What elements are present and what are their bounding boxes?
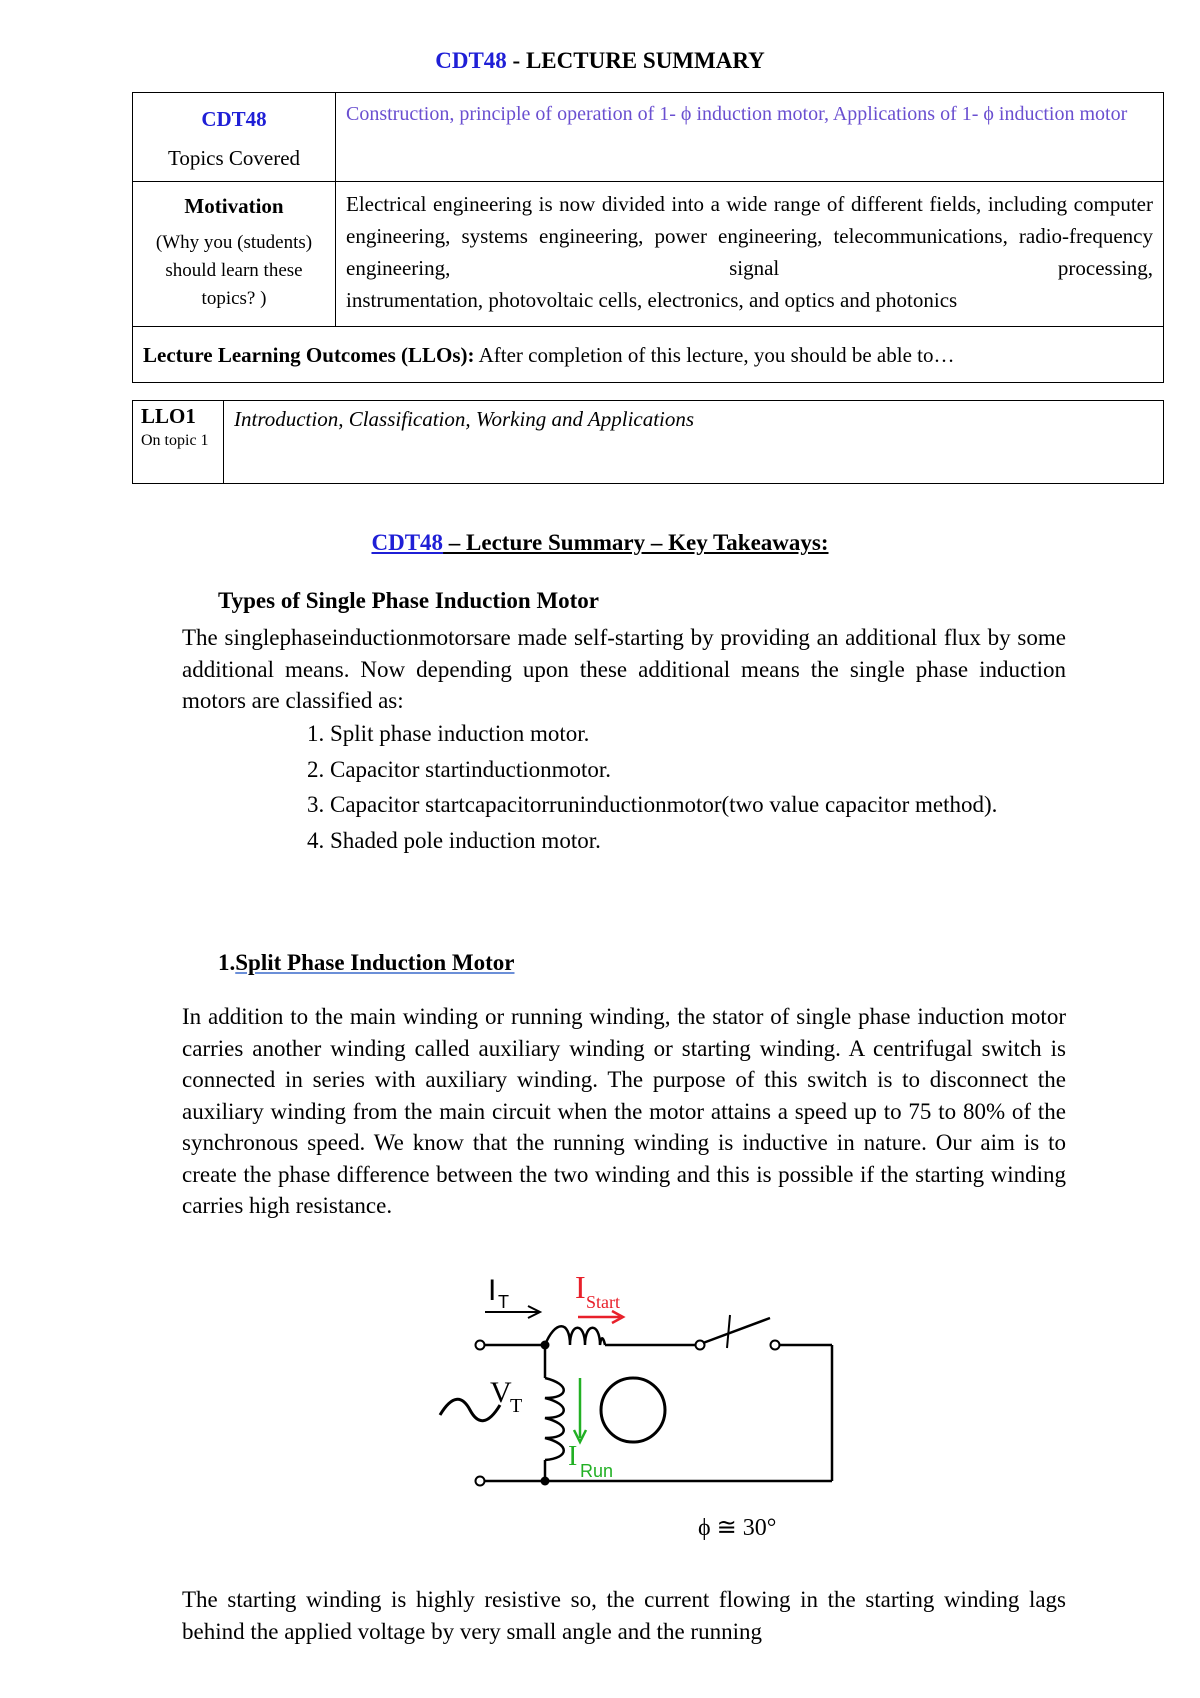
takeaways-rest: – Lecture Summary – Key Takeaways: <box>443 530 829 555</box>
page-title-rest: - LECTURE SUMMARY <box>506 48 765 73</box>
topics-text: Construction, principle of operation of 1- ϕ induction motor, Applications of 1- ϕ induction motor <box>346 103 1128 125</box>
takeaways-heading <box>0 530 1200 556</box>
it-label: I <box>488 1274 497 1307</box>
types-heading: Types of Single Phase Induction Motor <box>218 588 600 613</box>
page-title-code: CDT48 <box>435 48 507 73</box>
llo1-sub: On topic 1 <box>141 432 209 449</box>
types-list <box>290 718 1106 860</box>
split-number: 1. <box>218 950 236 975</box>
vt-label: V <box>490 1376 512 1409</box>
llo-label: Lecture Learning Outcomes (LLOs): <box>143 343 475 367</box>
motivation-sub: (Why you (students) should learn these topics? ) <box>155 232 313 309</box>
llo1-code: LLO1 <box>141 404 196 428</box>
centrifugal-switch-icon <box>727 1315 730 1348</box>
motivation-cell <box>336 182 1164 327</box>
page-title <box>0 48 1200 74</box>
llo1-row <box>133 401 1164 484</box>
split-paragraph: In addition to the main winding or running winding, the stator of single phase induction motor carries another winding called auxiliary winding or starting winding. A centrifugal switch is connected in series with auxiliary winding. The purpose of this switch is to disconnect the auxiliary winding from the main circuit when the motor attains a speed up to 75 to 80% of the synchronous speed. We know that the running winding is inductive in nature. Our aim is to create the phase difference between the two winding and this is possible if the starting winding carries high resistance. <box>182 1004 1066 1218</box>
irun-label: I <box>568 1441 578 1472</box>
junction-bottom <box>541 1477 550 1486</box>
types-item: 3. Capacitor startcapacitorruninductionmotor(two value capacitor method). <box>330 789 1106 821</box>
llo-header-row <box>133 327 1164 383</box>
llo1-label-cell <box>133 401 224 484</box>
vt-sub: T <box>510 1395 523 1417</box>
motor-rotor-icon <box>601 1378 665 1442</box>
topics-cell <box>336 93 1164 182</box>
topics-row <box>133 93 1164 182</box>
motivation-row <box>133 182 1164 327</box>
topics-label: Topics Covered <box>167 146 301 170</box>
types-item: 1. Split phase induction motor. <box>330 718 1106 750</box>
types-item: 4. Shaded pole induction motor. <box>330 825 1106 857</box>
it-sub: T <box>498 1292 509 1312</box>
split-title: Split Phase Induction Motor <box>235 950 515 975</box>
circuit-wires <box>484 1345 832 1481</box>
llo-intro: After completion of this lecture, you should be able to… <box>474 343 955 367</box>
split-phase-circuit-diagram <box>430 1270 870 1570</box>
takeaways-code-link[interactable]: CDT48 <box>371 530 444 555</box>
istart-sub: Start <box>586 1292 620 1312</box>
types-intro: The singlephaseinductionmotorsare made self-starting by providing an additional flux by some additional means. Now depending upon these additional means the single phase induction motors are classified as: <box>182 625 1066 713</box>
irun-sub: Run <box>580 1461 614 1481</box>
motivation-text <box>346 188 1153 316</box>
types-item: 2. Capacitor startinductionmotor. <box>330 754 1106 786</box>
motivation-label-cell <box>133 182 336 327</box>
switch-blade <box>703 1318 770 1343</box>
motivation-text-last: instrumentation, photovoltaic cells, electronics, and optics and photonics <box>346 288 958 312</box>
terminal-bottom <box>476 1477 485 1486</box>
topics-code: CDT48 <box>201 107 267 131</box>
start-winding-coil-icon <box>545 1326 605 1345</box>
llo-header-cell <box>133 327 1164 383</box>
summary-table <box>132 92 1164 383</box>
split-heading <box>218 950 514 976</box>
motivation-text-main: Electrical engineering is now divided into a wide range of different fields, including computer engineering, systems engineering, power engineering, telecommunications, radio-frequency engineering, signal processing, <box>346 192 1153 280</box>
llo1-text: Introduction, Classification, Working and Applications <box>224 401 1164 484</box>
run-winding-coil-icon <box>545 1378 564 1460</box>
llo-table <box>132 400 1164 484</box>
istart-label: I <box>575 1270 586 1305</box>
terminal-top <box>476 1341 485 1350</box>
phase-caption: ϕ ≅ 30° <box>698 1515 777 1541</box>
topics-label-cell <box>133 93 336 182</box>
split-paragraph-2: The starting winding is highly resistive so, the current flowing in the starting winding lags behind the applied voltage by very small angle and the running <box>182 1587 1066 1644</box>
motivation-label: Motivation <box>184 194 284 218</box>
switch-contact-right <box>771 1341 780 1350</box>
